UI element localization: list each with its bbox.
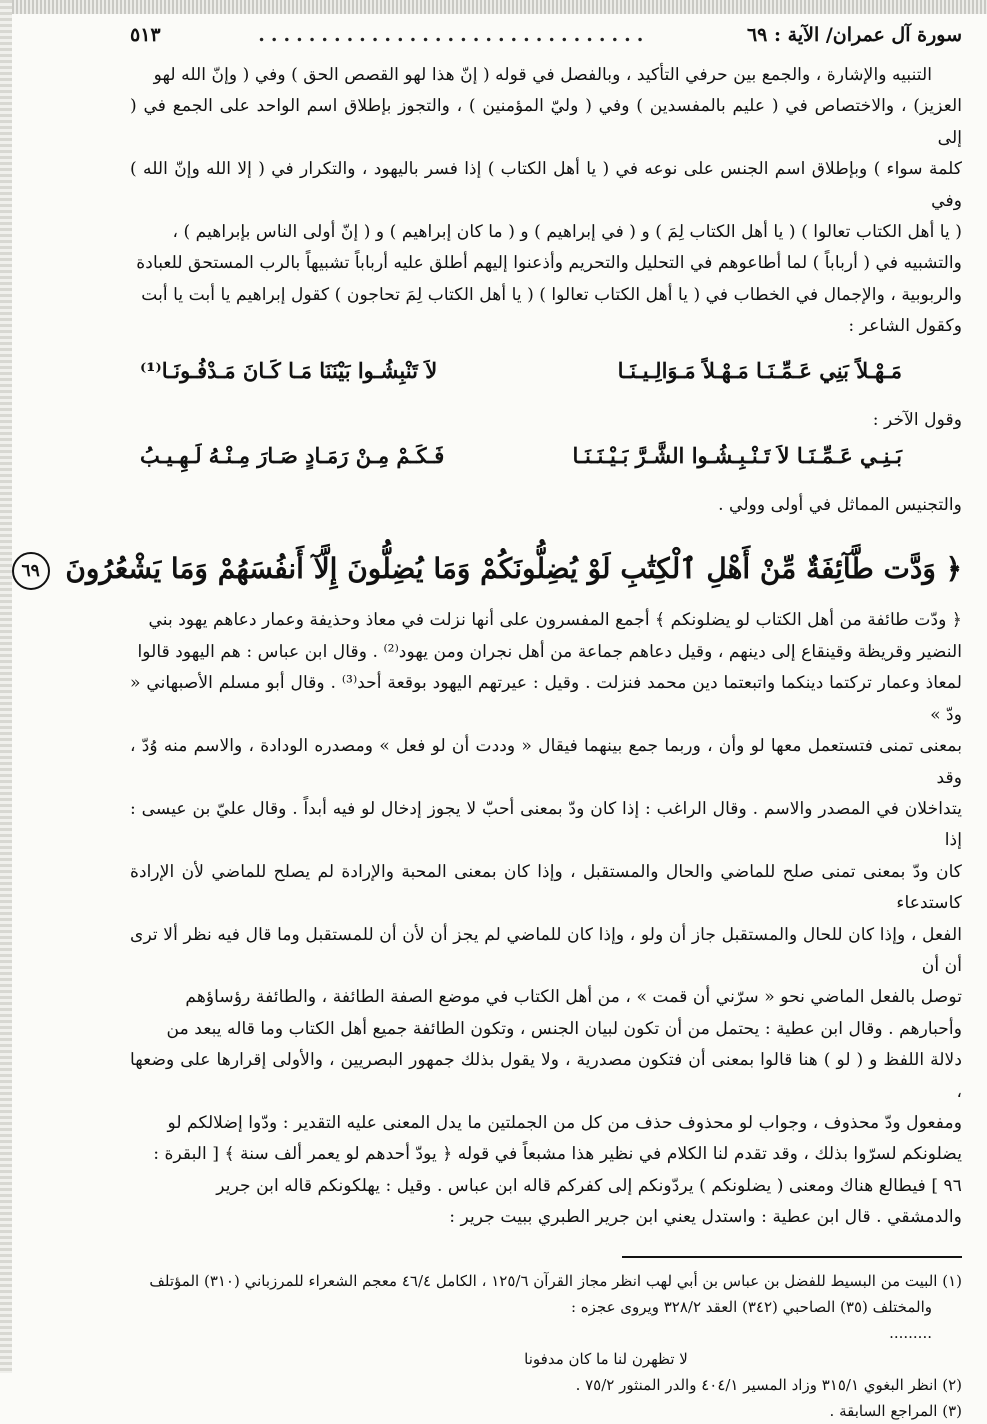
header-dots: ............................... <box>258 24 650 46</box>
footnote-1-dots: ......... <box>889 1323 932 1342</box>
quran-verse <box>21 543 962 595</box>
text-line: يتداخلان في المصدر والاسم . وقال الراغب : إذا كان ودّ بمعنى أحبّ لا يجوز إدخال لو فيه أبداً . وقال عليّ بن عيسى : إذا <box>130 798 962 851</box>
text-line: لمعاذ وعمار تركتما دينكما واتبعتما دين محمد فنزلت . وقيل : عيرتهم اليهود بوقعة أحد⁽³⁾ . وقال أبو مسلم الأصبهاني « ودّ » <box>130 673 962 725</box>
surah-title: سورة آل عمران/ الآية : ٦٩ <box>746 24 962 46</box>
book-page <box>21 24 962 1424</box>
text-line: الفعل ، وإذا كان للحال والمستقبل جاز أن ولو ، وإذا كان للماضي لم يجز أن لأن أن للمستقبل وما قال فيه نظر ألا ترى أن أن <box>130 924 962 976</box>
text-line: ( يا أهل الكتاب تعالوا ) ( يا أهل الكتاب لِمَ ) و ( في إبراهيم ) و ( ما كان إبراهيم ) و ( إنّ أولى الناس بإبراهيم ) ، <box>172 222 962 243</box>
hemistich-right: بَـنِـي عَـمِّـنَـا لاَ تَـنْـبِـشُـوا الشَّـرَّ بَـيْـنَـنَـا <box>572 443 902 469</box>
hemistich-left: لاَ تَنْبِشُـوا بَيْنَنَا مَـا كَـانَ مَـدْفُـونَـا⁽¹⁾ <box>140 357 438 383</box>
quran-verse-text: ﴿ وَدَّت طَّآئِفَةٌ مِّنْ أَهْلِ ٱلْكِتَٰبِ لَوْ يُضِلُّونَكُمْ وَمَا يُضِلُّونَ إِلَّآ أَنفُسَهُمْ وَمَا يَشْعُرُونَ <box>65 552 962 586</box>
footnote-1-line-3: لا تظهرن لنا ما كان مدفونا <box>524 1349 688 1368</box>
footnote-1-line-2: والمختلف (٣٥) الصاحبي (٣٤٢) العقد ٣٢٨/٢ ويروى عجزه : <box>570 1297 932 1316</box>
text-line: يضلونكم لسرّوا بذلك ، وقد تقدم لنا الكلام في نظير هذا مشبعاً في قوله ﴿ يودّ أحدهم لو يعمر ألف سنة ﴾ [ البقرة : <box>153 1144 962 1165</box>
text-line: وأحبارهم . وقال ابن عطية : يحتمل من أن تكون لبيان الجنس ، وتكون الطائفة جميع أهل الكتاب وما قاله يبعد من <box>166 1018 962 1039</box>
running-header <box>130 24 962 60</box>
text-line: ٩٦ ] فيطالع هناك ومعنى ( يضلونكم ) يردّونكم إلى كفركم قاله ابن عباس . وقيل : يهلكونكم قاله ابن جرير <box>216 1175 962 1196</box>
verse-intro: وقول الآخر : <box>872 409 962 430</box>
text-line: وكقول الشاعر : <box>848 316 962 337</box>
footnote-2: (٢) انظر البغوي ٣١٥/١ وزاد المسير ٤٠٤/١ والدر المنثور ٧٥/٢ . <box>575 1375 962 1394</box>
text-line: دلالة اللفظ و ( لو ) هنا قالوا بمعنى أن فتكون مصدرية ، ولا يقول بذلك جمهور البصريين ، والأولى إقرارها على وضعها ، <box>130 1050 962 1102</box>
poetry-verse-2 <box>130 436 962 476</box>
hemistich-right: مَـهْـلاً بَنِي عَـمِّـنَـا مَـهْـلاً مَـوَالِـيـنَـا <box>617 357 902 383</box>
text-line: توصل بالفعل الماضي نحو « سرّني أن قمت » ، من أهل الكتاب في موضع الصفة الطائفة ، والطائفة رؤساؤهم <box>185 987 962 1008</box>
poetry-verse-1 <box>130 351 962 391</box>
scan-edge-left <box>0 0 12 1373</box>
text-line: والدمشقي . قال ابن عطية : واستدل يعني ابن جرير الطبري ببيت جرير : <box>449 1207 962 1228</box>
footnote-3: (٣) المراجع السابقة . <box>829 1401 962 1420</box>
text-line: العزيز) ، والاختصاص في ( عليم بالمفسدين ) وفي ( وليّ المؤمنين ) ، والتجوز بإطلاق اسم الواحد على الجمع في ( إلى <box>130 96 962 148</box>
footnote-separator <box>622 1256 962 1258</box>
text-line: والربوبية ، والإجمال في الخطاب في ( يا أهل الكتاب تعالوا ) ( يا أهل الكتاب لِمَ تحاجون ) كقول إبراهيم يا أبت يا أبت <box>141 284 962 305</box>
text-line: التنبيه والإشارة ، والجمع بين حرفي التأكيد ، وبالفصل في قوله ( إنّ هذا لهو القصص الحق ) وفي ( وإنّ الله لهو <box>153 65 932 85</box>
text-line: والتشبيه في ( أرباباً ) لما أطاعوهم في التحليل والتحريم وأذعنوا إليهم أطلق عليه أرباباً تشبيهاً بالرب المستحق للعبادة <box>136 253 962 274</box>
ayah-number-badge: ٦٩ <box>12 552 50 590</box>
footnote-1-line-1: (١) البيت من البسيط للفضل بن عباس بن أبي لهب انظر مجاز القرآن ١٢٥/٦ ، الكامل ٤٦/٤ معجم الشعراء للمرزباني (٣١٠) المؤتلف <box>149 1271 962 1290</box>
paragraph-rhetoric <box>130 60 962 343</box>
text-line: ﴿ ودّت طائفة من أهل الكتاب لو يضلونكم ﴾ أجمع المفسرون على أنها نزلت في معاذ وحذيفة وعمار دعاهم يهود بني <box>148 610 962 631</box>
hemistich-left: فَـكَـمْ مِـنْ رَمَـادٍ صَـارَ مِـنْـهُ لَـهِـيـبُ <box>140 443 445 469</box>
text-line: النضير وقريظة وقينقاع إلى دينهم ، وقيل دعاهم جماعة من أهل نجران ومن يهود⁽²⁾ . وقال ابن عباس : هم اليهود قالوا <box>137 641 962 662</box>
text-line: كان ودّ بمعنى تمنى صلح للماضي والحال والمستقبل ، وإذا كان بمعنى المحبة والإرادة لم يصلح للماضي لأن الإرادة كاستدعاء <box>130 861 962 914</box>
paragraph-tajnis: والتجنيس المماثل في أولى وولي . <box>718 495 962 516</box>
text-line: ومفعول ودّ محذوف ، وجواب لو محذوف حذف من كل من الجملتين ما يدل المعنى عليه التقدير : ودّوا إضلالكم لو <box>167 1112 962 1133</box>
text-line: بمعنى تمنى فتستعمل معها لو وأن ، وربما جمع بينهما فيقال « وددت أن لو فعل » ومصدره الودادة ، والاسم منه وُدّ ، وقد <box>130 736 962 788</box>
tafsir-paragraph <box>130 605 962 1233</box>
text-line: كلمة سواء ) وبإطلاق اسم الجنس على نوعه في ( يا أهل الكتاب ) إذا فسر باليهود ، والتكرار في ( إلا الله وإنّ الله ) وفي <box>130 159 962 211</box>
footnotes <box>130 1268 962 1424</box>
scan-edge-top <box>0 0 987 14</box>
page-number: ٥١٣ <box>130 24 161 46</box>
